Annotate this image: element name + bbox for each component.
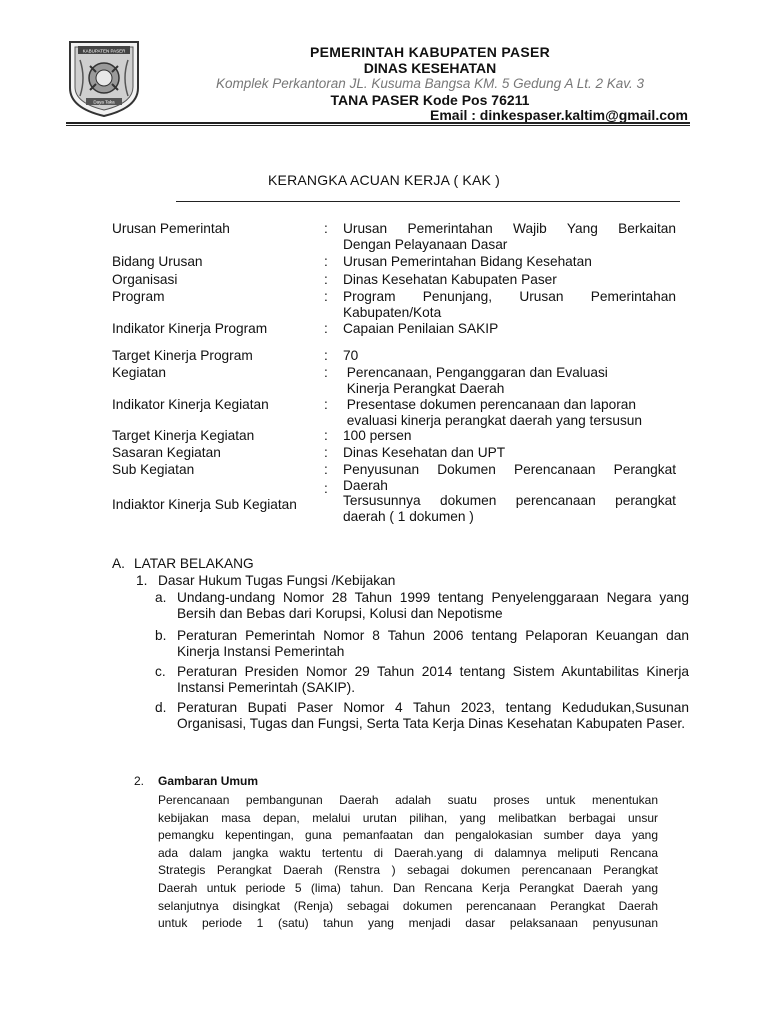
kak-value: Dinas Kesehatan Kabupaten Paser: [343, 272, 557, 287]
kak-label: Indikator Kinerja Program: [112, 321, 268, 336]
kak-value: Perencanaan, Penganggaran dan Evaluasi Kinerja Perangkat Daerah: [343, 365, 608, 396]
kak-label: Sub Kegiatan: [112, 462, 195, 477]
document-page: KABUPATEN PASER Daya Taka PEMERINTAH KABUPATEN PASER DINAS KESEHATAN Komplek Perkantoran JL. Kusuma Bangsa KM. 5 Gedung A Lt. 2 Kav. 3 TANA PASER Kode Pos 76211 Email : dinkespaser.kaltim@gmail.com KERANGKA ACUAN KERJA ( KAK ) Urusan Pemerintah : Urusan Pemerintahan Wajib Yang Berkaitan Dengan Pelayanaan Dasar Bidang Urusan : Urusan Pemerintahan Bidang Kesehatan Organisasi : Dinas Kesehatan Kabupaten Paser Program : Program Penunjang, Urusan Pemerintahan Kabupaten/Kota Indikator Kinerja Program : Capaian Penilaian SAKIP Target Kinerja Program : 70 Kegiatan : Perencanaan, Penganggaran dan Evaluasi Kinerja Perangkat Daerah Indikator Kinerja Kegiatan : Presentase dokumen perencanaan dan laporan evaluasi kinerja perangkat daerah yang tersusun Target Kinerja Kegiatan : 100 persen Sasaran Kegiatan : Dinas Kesehatan dan UPT Sub Kegiatan : Penyusunan Dokumen Perencanaan Perangkat Daerah Indiaktor Kinerja Sub Kegiatan : Tersusunnya dokumen perencanaan perangkat daerah ( 1 dokumen ) A. LATAR BELAKANG 1. Dasar Hukum Tugas Fungsi /Kebijakan a. Undang-undang Nomor 28 Tahun 1999 tentang Penyelenggaraan Negara yang Bersih dan Bebas dari Korupsi, Kolusi dan Nepotisme b. Peraturan Pemerintah Nomor 8 Tahun 2006 tentang Pelaporan Keuangan dan Kinerja Instansi Pemerintah c. Peraturan Presiden Nomor 29 Tahun 2014 tentang Sistem Akuntabilitas Kinerja Instansi Pemerintah (SAKIP). d. Peraturan Bupati Paser Nomor 4 Tahun 2023, tentang Kedudukan,Susunan Organisasi, Tugas dan Fungsi, Serta Tata Kerja Dinas Kesehatan Kabupaten Paser. 2. Gambaran Umum Perencanaan pembangunan Daerah adalah suatu proses untuk menentukan kebijakan masa depan, melalui urutan pilihan, yang melibatkan berbagai unsur pemangku kepentingan, guna pemanfaatan dan pengalokasian sumber daya yang ada dalam jangka waktu tertentu di Daerah.yang di dalamnya meliputi Rencana Strategis Perangkat Daerah (Renstra ) sebagai dokumen perencanaan Perangkat Daerah untuk periode 5 (lima) tahun. Dan Rencana Kerja Perangkat Daerah yang selanjutnya disingkat (Renja) sebagai dokumen perencanaan Perangkat Daerah untuk periode 1 (satu) tahun yang menjadi dasar pelaksanaan penyusunan: [0, 0, 768, 1024]
letterhead-rule-thick: [66, 122, 690, 124]
kak-value: Tersusunnya dokumen perencanaan perangkat daerah ( 1 dokumen ): [343, 493, 676, 524]
paragraph: Perencanaan pembangunan Daerah adalah suatu proses untuk menentukan kebijakan masa depan, melalui urutan pilihan, yang melibatkan berbagai unsur pemangku kepentingan, guna pemanfaatan dan pengalokasian sumber daya yang ada dalam jangka waktu tertentu di Daerah.yang di dalamnya meliputi Rencana Strategis Perangkat Daerah (Renstra ) sebagai dokumen perencanaan Perangkat Daerah untuk periode 5 (lima) tahun. Dan Rencana Kerja Perangkat Daerah yang selanjutnya disingkat (Renja) sebagai dokumen perencanaan Perangkat Daerah untuk periode 1 (satu) tahun yang menjadi dasar pelaksanaan penyusunan: [158, 793, 658, 931]
agency-address: Komplek Perkantoran JL. Kusuma Bangsa KM. 5 Gedung A Lt. 2 Kav. 3: [216, 76, 644, 91]
postal-code: TANA PASER Kode Pos 76211: [330, 92, 530, 108]
kak-label: Target Kinerja Kegiatan: [112, 428, 255, 443]
agency-email: Email : dinkespaser.kaltim@gmail.com: [430, 107, 688, 123]
agency-name: DINAS KESEHATAN: [363, 60, 497, 76]
letterhead-rule-thin: [66, 125, 690, 126]
kak-value: Penyusunan Dokumen Perencanaan Perangkat Daerah: [343, 462, 676, 493]
kak-value: Dinas Kesehatan dan UPT: [343, 445, 506, 460]
kak-label: Organisasi: [112, 272, 178, 287]
kak-label: Sasaran Kegiatan: [112, 445, 221, 460]
kak-label: Program: [112, 289, 165, 304]
government-name: PEMERINTAH KABUPATEN PASER: [309, 44, 551, 60]
kak-label: Target Kinerja Program: [112, 348, 253, 363]
kak-value: 100 persen: [343, 428, 412, 443]
kak-label: Kegiatan: [112, 365, 167, 380]
kak-label: Indiaktor Kinerja Sub Kegiatan: [112, 497, 297, 512]
kak-value: Presentase dokumen perencanaan dan laporan evaluasi kinerja perangkat daerah yang tersusun: [343, 397, 643, 428]
kak-label: Bidang Urusan: [112, 254, 203, 269]
title-underline: [176, 201, 680, 202]
kak-value: Urusan Pemerintahan Wajib Yang Berkaitan Dengan Pelayanaan Dasar: [343, 221, 676, 252]
svg-text:Daya Taka: Daya Taka: [93, 99, 115, 105]
kak-value: Capaian Penilaian SAKIP: [343, 321, 499, 336]
kabupaten-paser-emblem: [66, 38, 142, 118]
kak-value: Urusan Pemerintahan Bidang Kesehatan: [343, 254, 592, 269]
document-title: KERANGKA ACUAN KERJA ( KAK ): [268, 172, 500, 188]
kak-label: Urusan Pemerintah: [112, 221, 230, 236]
svg-text:KABUPATEN PASER: KABUPATEN PASER: [82, 48, 126, 54]
kak-value: 70: [343, 348, 359, 363]
kak-label: Indikator Kinerja Kegiatan: [112, 397, 269, 412]
kak-value: Program Penunjang, Urusan Pemerintahan Kabupaten/Kota: [343, 289, 676, 320]
